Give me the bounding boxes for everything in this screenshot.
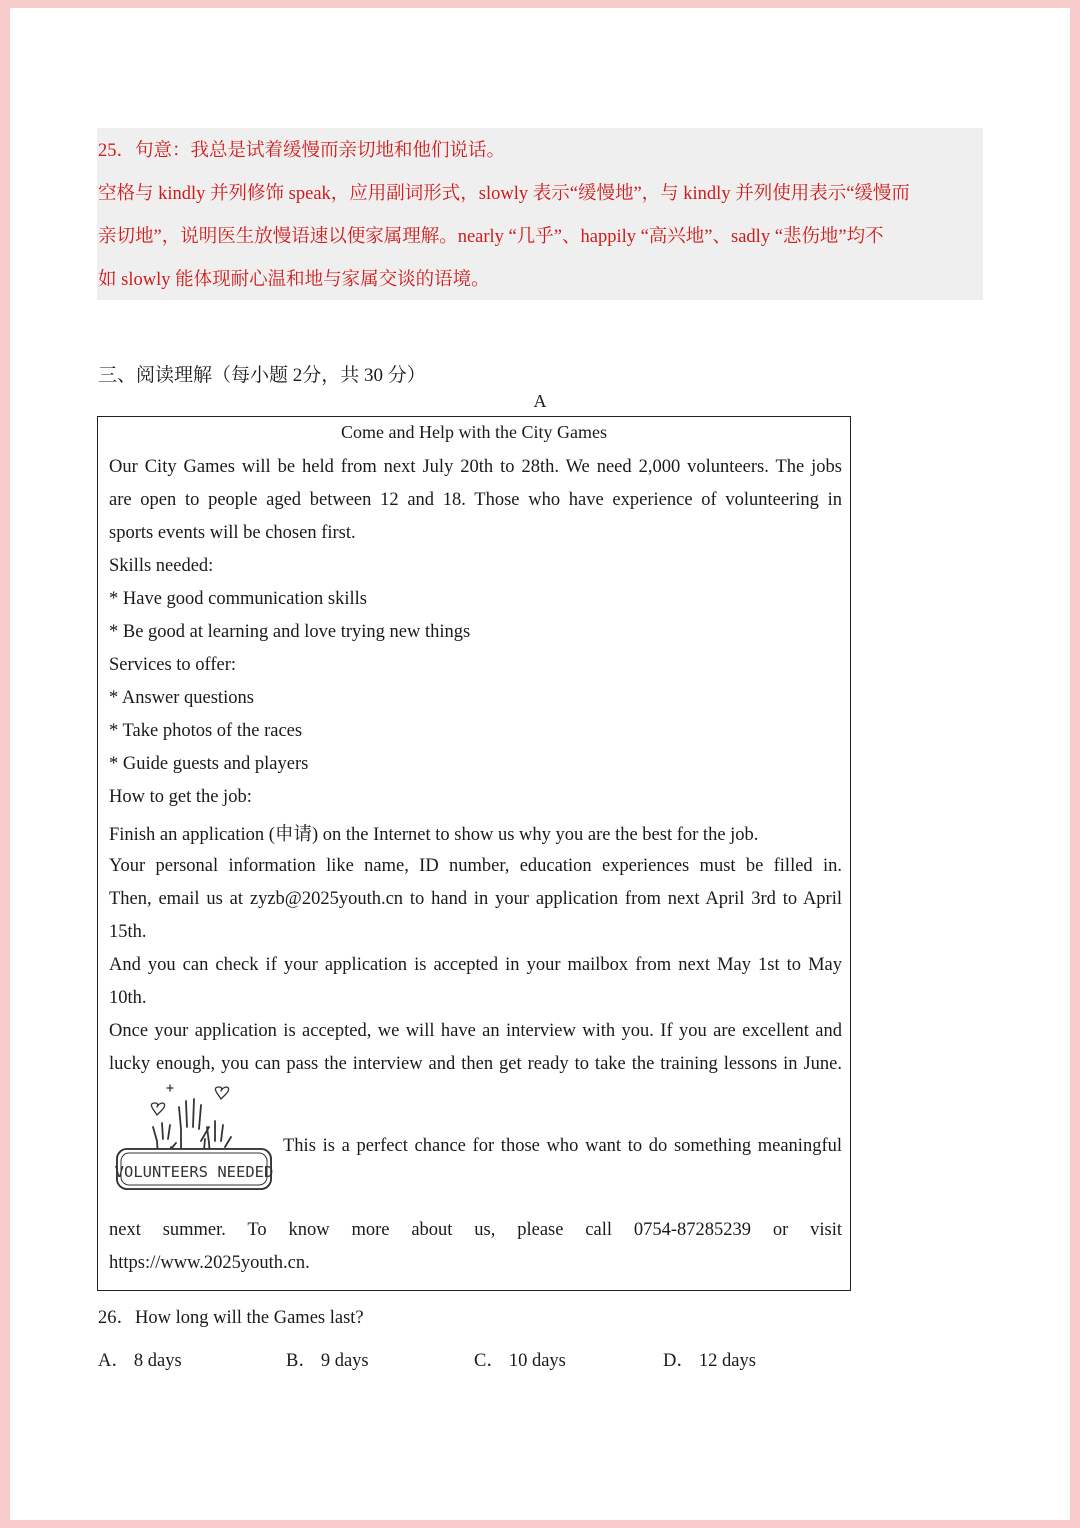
- passage-line: Our City Games will be held from next July 20th to 28th. We need 2,000 volunteers. The jobs: [109, 457, 842, 477]
- passage-box: [97, 416, 851, 1291]
- question-26: 26．How long will the Games last?: [98, 1308, 364, 1328]
- answer-line: 如 slowly 能体现耐心温和地与家属交谈的语境。: [98, 270, 490, 290]
- passage-line: are open to people aged between 12 and 18. Those who have experience of volunteering in: [109, 490, 842, 510]
- passage-line: Finish an application (申请) on the Internet to show us why you are the best for the job.: [109, 825, 759, 845]
- passage-line: Once your application is accepted, we will have an interview with you. If you are excellent and: [109, 1021, 842, 1041]
- passage-line: 10th.: [109, 988, 147, 1008]
- option-a[interactable]: [98, 1346, 182, 1372]
- section-title: 三、阅读理解（每小题 2分，共 30 分）: [98, 365, 426, 386]
- option-b[interactable]: [286, 1346, 369, 1372]
- passage-line: next summer. To know more about us, please call 0754-87285239 or visit: [109, 1220, 842, 1240]
- option-text: 12 days: [698, 1351, 756, 1371]
- passage-line: Services to offer:: [109, 655, 237, 675]
- passage-line: This is a perfect chance for those who want to do something meaningful: [283, 1136, 842, 1156]
- option-text: 10 days: [508, 1351, 566, 1371]
- passage-line: * Have good communication skills: [109, 589, 367, 609]
- passage-line: 15th.: [109, 922, 147, 942]
- passage-line: Then, email us at zyzb@2025youth.cn to hand in your application from next April 3rd to April: [109, 889, 842, 909]
- passage-line: sports events will be chosen first.: [109, 523, 356, 543]
- exam-page: [10, 8, 1070, 1520]
- option-text: 9 days: [320, 1351, 369, 1371]
- raised-hands-icon: [113, 1081, 275, 1207]
- option-text: 8 days: [133, 1351, 182, 1371]
- passage-line: * Be good at learning and love trying new things: [109, 622, 471, 642]
- volunteers-needed-logo: [113, 1081, 275, 1207]
- passage-line: How to get the job:: [109, 787, 252, 807]
- logo-text: VOLUNTEERS NEEDED: [114, 1163, 274, 1181]
- answer-line: 亲切地”，说明医生放慢语速以便家属理解。nearly “几乎”、happily “高兴地”、sadly “悲伤地”均不: [98, 227, 884, 247]
- option-d[interactable]: [663, 1346, 756, 1372]
- passage-line: * Take photos of the races: [109, 721, 303, 741]
- passage-line: Skills needed:: [109, 556, 214, 576]
- answer-line: 空格与 kindly 并列修饰 speak，应用副词形式，slowly 表示“缓慢地”，与 kindly 并列使用表示“缓慢而: [98, 184, 910, 204]
- passage-line: Your personal information like name, ID number, education experiences must be filled in.: [109, 856, 842, 876]
- passage-line: * Answer questions: [109, 688, 254, 708]
- passage-line: https://www.2025youth.cn.: [109, 1253, 310, 1273]
- option-label: C．: [474, 1351, 505, 1371]
- passage-line: * Guide guests and players: [109, 754, 309, 774]
- passage-line: lucky enough, you can pass the interview and then get ready to take the training lessons in June.: [109, 1054, 842, 1074]
- answer-line: 25．句意：我总是试着缓慢而亲切地和他们说话。: [98, 141, 506, 161]
- passage-letter: A: [533, 391, 547, 411]
- option-c[interactable]: [474, 1346, 566, 1372]
- passage-title: Come and Help with the City Games: [341, 422, 607, 442]
- passage-line: And you can check if your application is accepted in your mailbox from next May 1st to May: [109, 955, 842, 975]
- option-label: A．: [98, 1351, 130, 1371]
- option-label: D．: [663, 1351, 695, 1371]
- option-label: B．: [286, 1351, 317, 1371]
